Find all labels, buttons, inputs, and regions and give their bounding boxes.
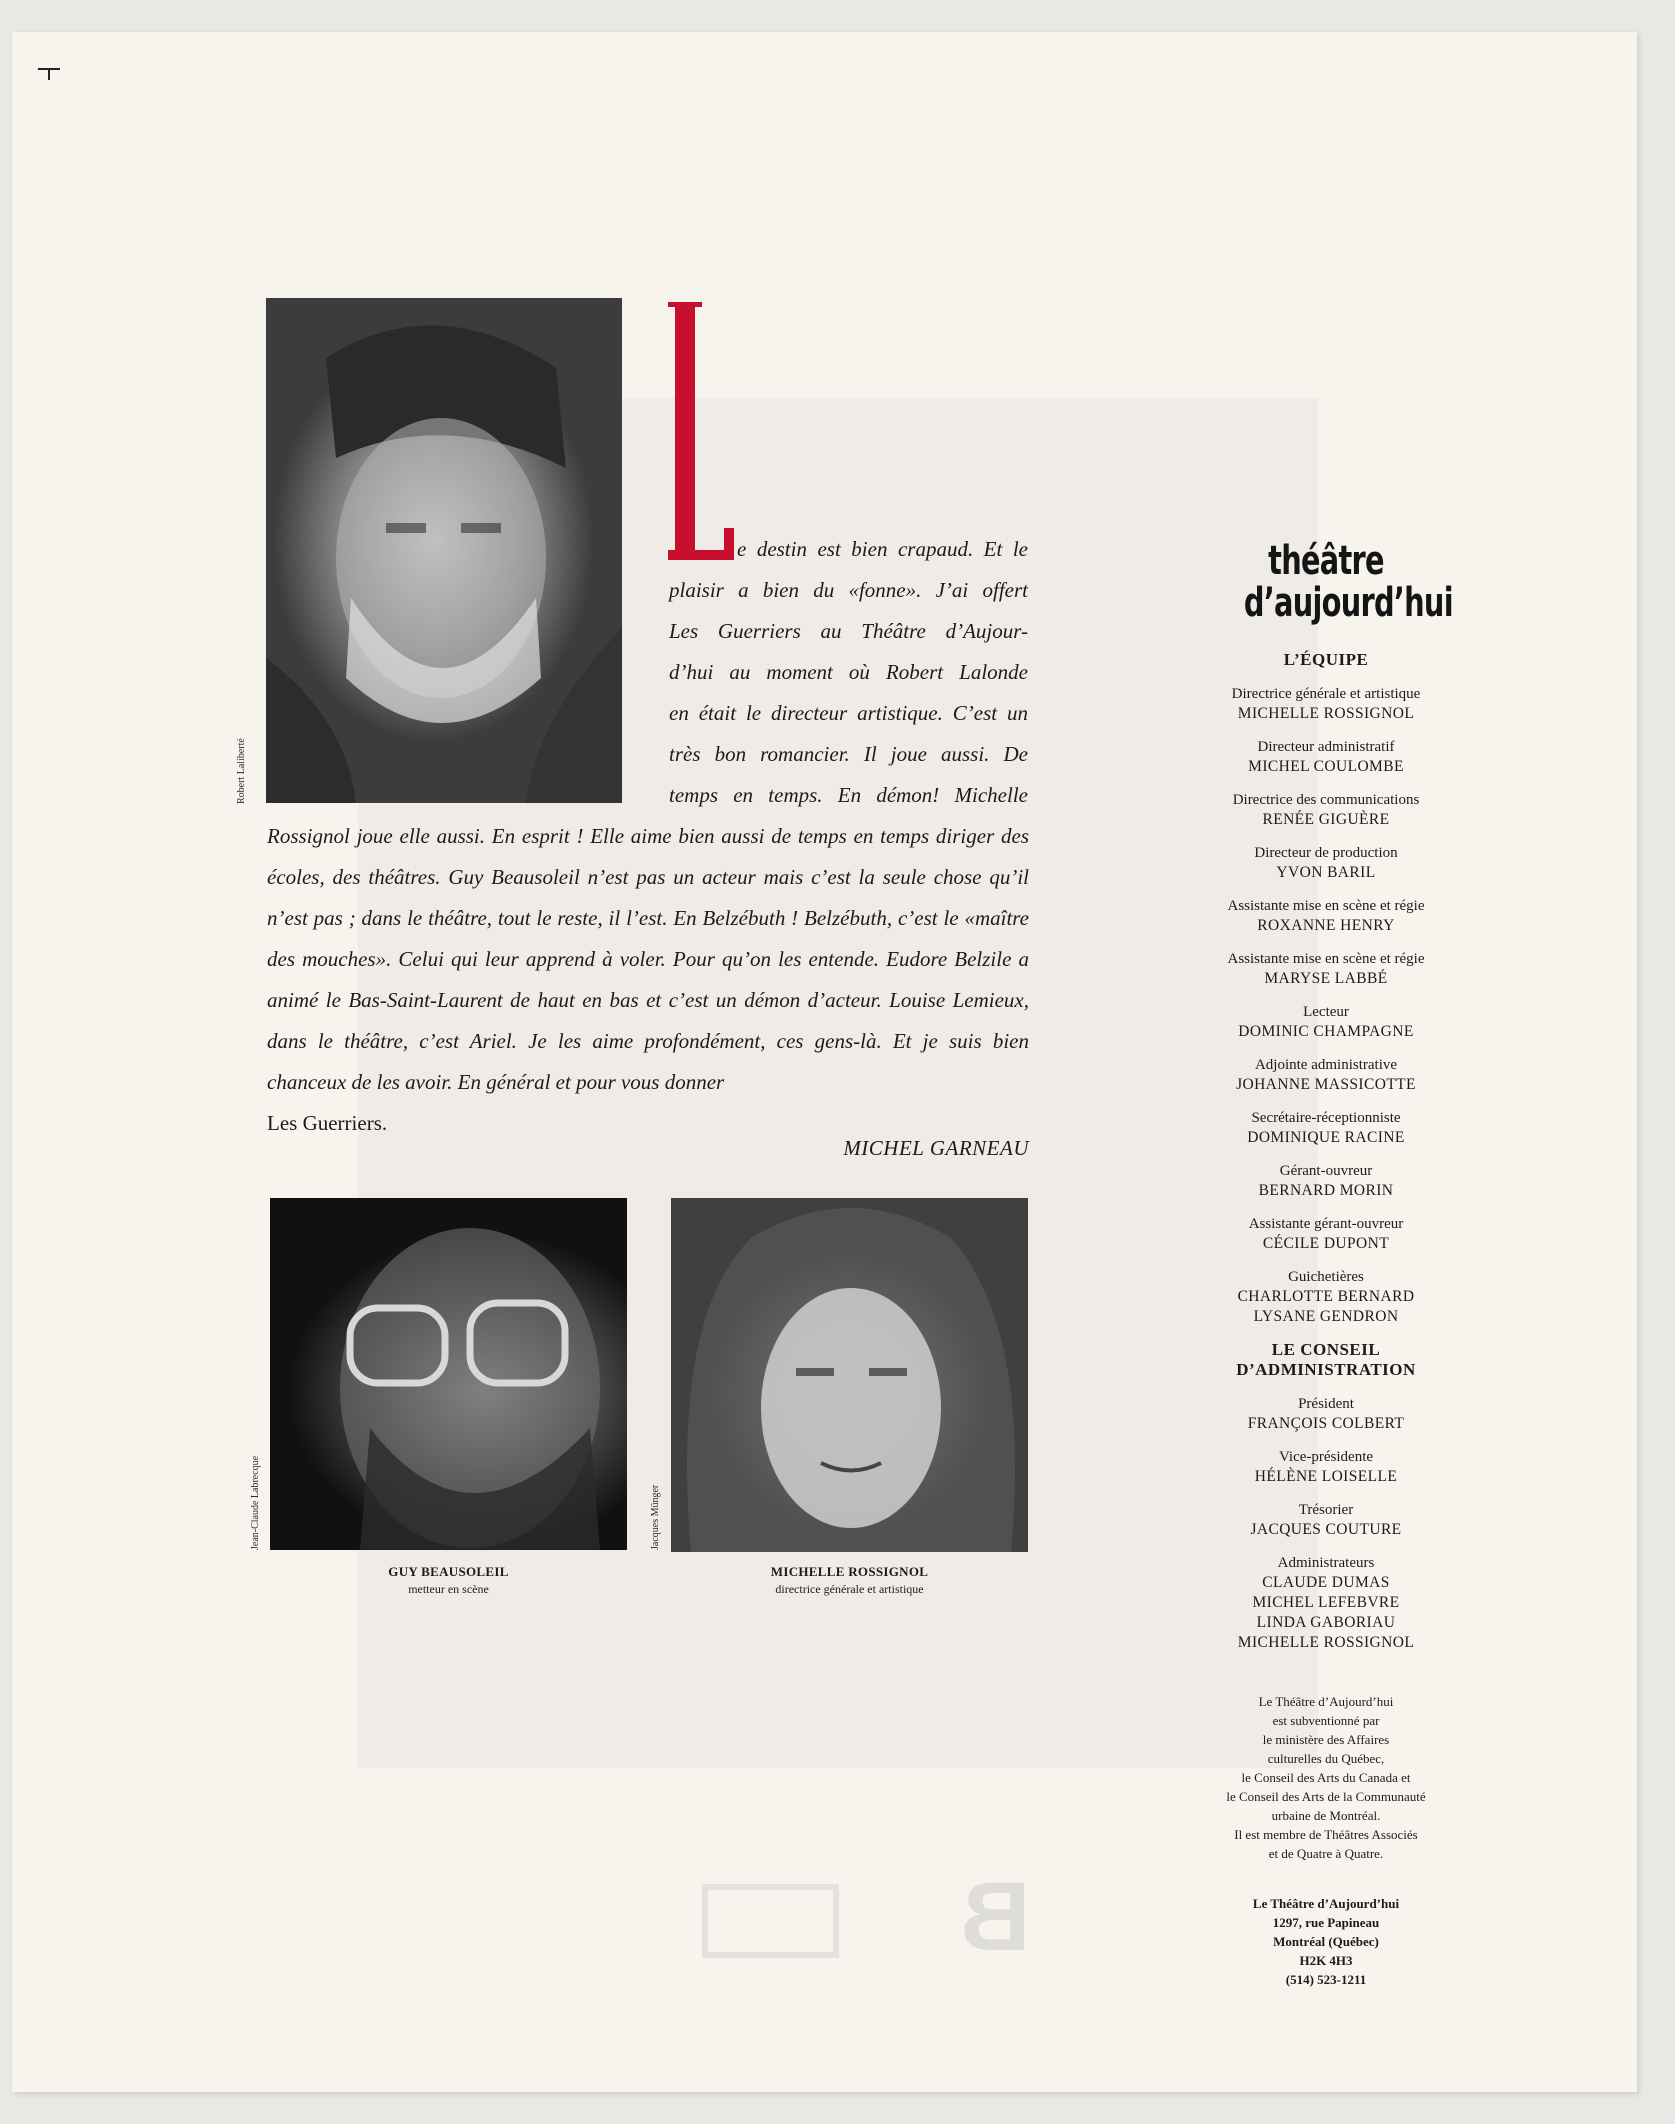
- intro-line: Les Guerriers au Théâtre d’Aujour-: [669, 619, 1028, 643]
- logo-line-2: d’aujourd’hui: [1243, 580, 1453, 626]
- program-page: [12, 32, 1637, 2092]
- board-entry: Président FRANÇOIS COLBERT: [1247, 1396, 1405, 1432]
- photo-guy-beausoleil: [270, 1198, 627, 1550]
- verso-box-mark: [702, 1884, 839, 1958]
- team-entry: Directrice des communications RENÉE GIGUÈRE: [1232, 792, 1420, 828]
- intro-line: temps en temps. En démon! Michelle: [669, 783, 1028, 807]
- intro-line: très bon romancier. Il joue aussi. De: [669, 742, 1028, 766]
- registration-mark: [38, 58, 60, 80]
- caption-role: metteur en scène: [408, 1582, 489, 1596]
- team-entry: Secrétaire-réceptionniste DOMINIQUE RACINE: [1247, 1110, 1405, 1146]
- theatre-logo: [1243, 538, 1453, 626]
- funding-notice: Le Théâtre d’Aujourd’hui est subventionné par le ministère des Affaires culturelles du Québec, le Conseil des Arts du Canada et le Conseil des Arts de la Communauté urbaine de Montréal. Il est membre de Théâtres Associés et de Quatre à Quatre.: [1226, 1694, 1426, 1861]
- board-entry: Trésorier JACQUES COUTURE: [1250, 1502, 1402, 1538]
- portrait-illustration: [266, 298, 622, 803]
- team-heading: L’ÉQUIPE: [1283, 650, 1369, 669]
- team-entry: Assistante mise en scène et régie ROXANNE HENRY: [1227, 898, 1425, 934]
- article-intro: [669, 529, 1028, 816]
- board-entry: Administrateurs CLAUDE DUMAS MICHEL LEFEBVRE LINDA GABORIAU MICHELLE ROSSIGNOL: [1237, 1555, 1415, 1651]
- team-entry: Directeur de production YVON BARIL: [1254, 845, 1398, 881]
- logo-line-1: théâtre: [1268, 538, 1384, 584]
- article-body: [267, 816, 1029, 1144]
- photo-robert-lalonde: [266, 298, 622, 803]
- team-entry: Guichetières CHARLOTTE BERNARD LYSANE GENDRON: [1237, 1269, 1415, 1325]
- board-heading: LE CONSEIL D’ADMINISTRATION: [1236, 1340, 1416, 1379]
- author-signature: MICHEL GARNEAU: [843, 1136, 1029, 1160]
- photo-credit-guy: Jean-Claude Labrecque: [250, 1455, 261, 1550]
- portrait-illustration: [270, 1198, 627, 1550]
- board-entry: Vice-présidente HÉLÈNE LOISELLE: [1254, 1449, 1398, 1485]
- intro-line: e destin est bien crapaud. Et le: [737, 537, 1028, 561]
- team-entry: Gérant-ouvreur BERNARD MORIN: [1258, 1163, 1394, 1199]
- article-ending: Les Guerriers.: [267, 1111, 388, 1135]
- intro-line: en était le directeur artistique. C’est un: [669, 701, 1028, 725]
- verso-logo-mark: B: [960, 1861, 1031, 1971]
- photo-credit-robert: Robert Laliberté: [236, 738, 247, 804]
- theatre-address: Le Théâtre d’Aujourd’hui 1297, rue Papineau Montréal (Québec) H2K 4H3 (514) 523-1211: [1252, 1896, 1400, 1987]
- caption-name: GUY BEAUSOLEIL: [388, 1564, 509, 1579]
- team-entry: Directrice générale et artistique MICHELLE ROSSIGNOL: [1231, 686, 1421, 722]
- team-entry: Assistante gérant-ouvreur CÉCILE DUPONT: [1248, 1216, 1404, 1252]
- team-entry: Adjointe administrative JOHANNE MASSICOTTE: [1236, 1057, 1416, 1093]
- drop-cap-letter: [668, 302, 746, 560]
- photo-michelle-rossignol: [671, 1198, 1028, 1552]
- intro-line: d’hui au moment où Robert Lalonde: [669, 660, 1028, 684]
- caption-name: MICHELLE ROSSIGNOL: [770, 1564, 929, 1579]
- portrait-illustration: [671, 1198, 1028, 1552]
- intro-line: plaisir a bien du «fonne». J’ai offert: [669, 578, 1028, 602]
- team-entry: Assistante mise en scène et régie MARYSE LABBÉ: [1227, 951, 1425, 987]
- credits-column: [1186, 646, 1466, 1666]
- photo-credit-michelle: Jacques Münger: [650, 1484, 661, 1550]
- caption-guy: [270, 1564, 627, 1597]
- caption-michelle: [671, 1564, 1028, 1597]
- caption-role: directrice générale et artistique: [775, 1582, 924, 1596]
- team-entry: Lecteur DOMINIC CHAMPAGNE: [1238, 1004, 1414, 1040]
- team-entry: Directeur administratif MICHEL COULOMBE: [1248, 739, 1404, 775]
- article-paragraph: Rossignol joue elle aussi. En esprit ! Elle aime bien aussi de temps en temps diriger des écoles, des théâtres. Guy Beausoleil n’est pas un acteur mais c’est la seule chose qu’il n’est pas ; dans le théâtre, tout le reste, il l’est. En Belzébuth ! Belzébuth, c’est le «maître des mouches». Celui qui leur apprend à voler. Pour qu’on les entende. Eudore Belzile a animé le Bas-Saint-Laurent de haut en bas et c’est un démon d’acteur. Louise Lemieux, dans le théâtre, c’est Ariel. Je les aime profondément, ces gens-là. Et je suis bien chanceux de les avoir. En général et pour vous donner: [267, 824, 1029, 1094]
